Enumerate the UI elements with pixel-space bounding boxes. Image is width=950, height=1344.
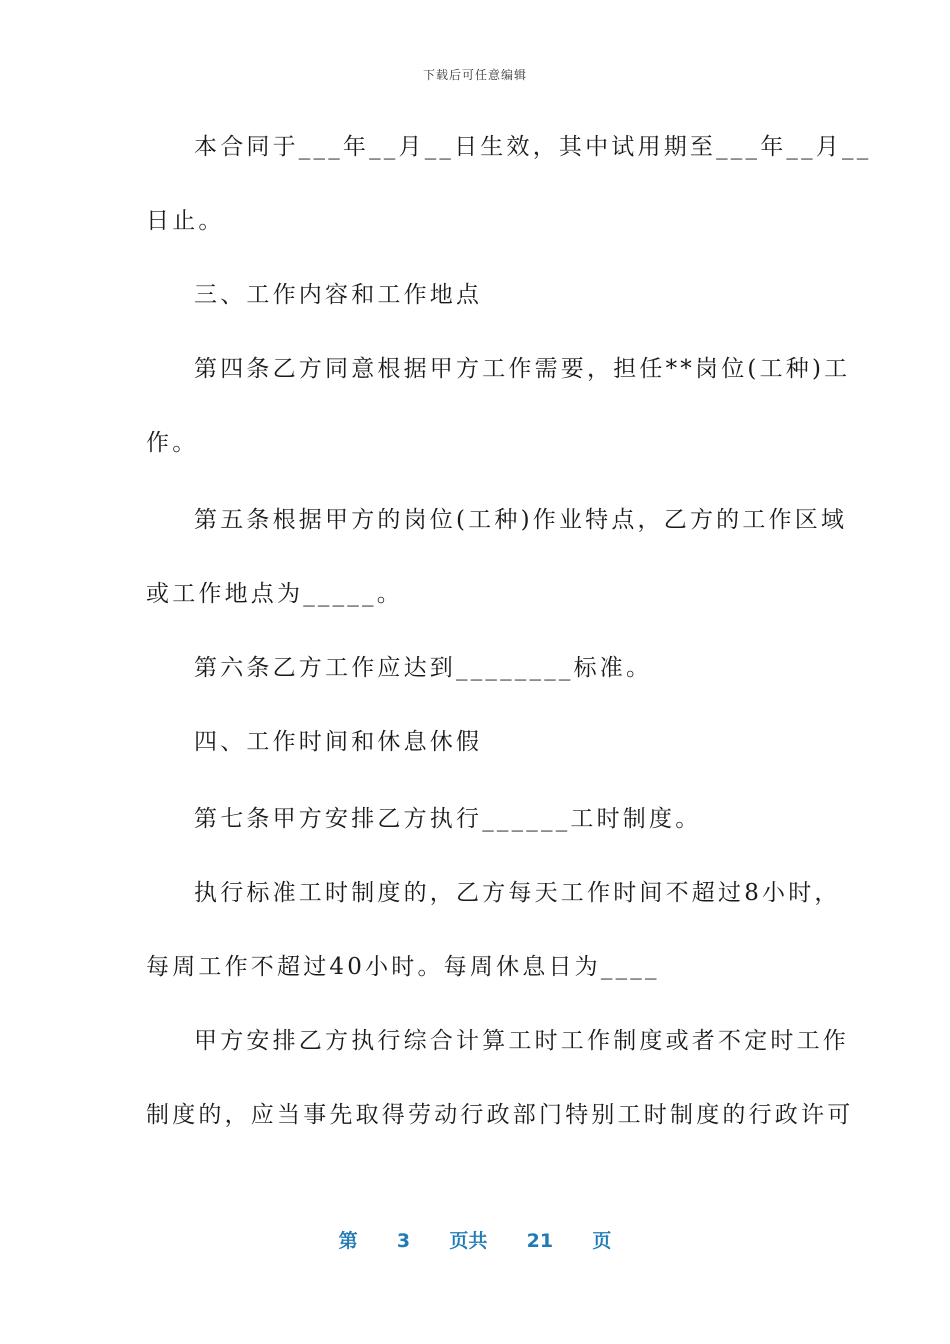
current-page-number: 3: [396, 1230, 411, 1252]
paragraph-line: 本合同于___年__月__日生效，其中试用期至___年__月__: [194, 134, 872, 160]
paragraph-line: 第七条甲方安排乙方执行______工时制度。: [194, 806, 702, 832]
page-label-suffix: 页: [592, 1230, 612, 1252]
paragraph-line: 日止。: [146, 208, 225, 234]
page-label-prefix: 第: [338, 1230, 358, 1252]
paragraph-line: 每周工作不超过40小时。每周休息日为____: [146, 954, 660, 980]
paragraph-line: 执行标准工时制度的，乙方每天工作时间不超过8小时，: [194, 880, 841, 906]
paragraph-line: 第四条乙方同意根据甲方工作需要，担任**岗位(工种)工: [194, 356, 851, 382]
paragraph-line: 第五条根据甲方的岗位(工种)作业特点，乙方的工作区域: [194, 507, 848, 533]
paragraph-line: 作。: [146, 430, 199, 456]
paragraph-line: 甲方安排乙方执行综合计算工时工作制度或者不定时工作: [194, 1028, 849, 1054]
section-heading: 四、工作时间和休息休假: [194, 729, 483, 755]
total-pages-number: 21: [526, 1230, 554, 1252]
paragraph-line: 或工作地点为_____。: [146, 581, 403, 607]
page-header: 下载后可任意编辑: [422, 68, 527, 82]
paragraph-line: 第六条乙方工作应达到________标准。: [194, 655, 653, 681]
page-footer: [0, 1226, 950, 1253]
paragraph-line: 制度的，应当事先取得劳动行政部门特别工时制度的行政许可: [146, 1102, 854, 1128]
section-heading: 三、工作内容和工作地点: [194, 282, 483, 308]
page-label-mid: 页共: [449, 1230, 488, 1252]
